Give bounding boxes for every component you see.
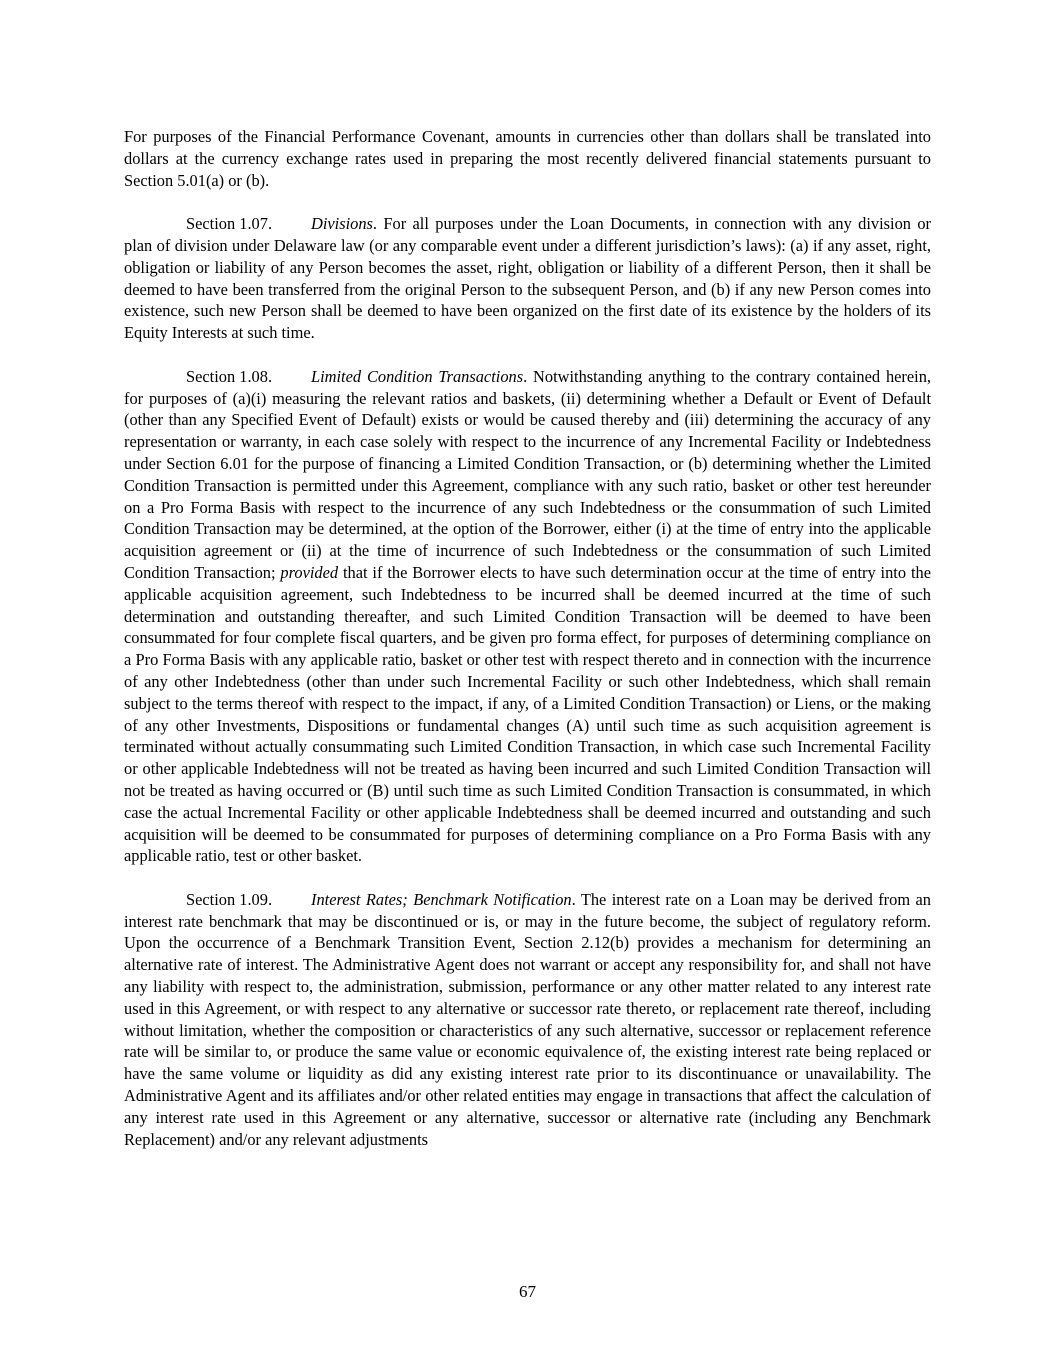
section-title: Interest Rates; Benchmark Notification [311, 889, 572, 909]
section-number: Section 1.09. [186, 889, 273, 909]
section-body: . For all purposes under the Loan Documents, in connection with any division or plan of division under Delaware law (or any comparable event under a different jurisdiction’s laws): (a) if any asset, right, obligation or liability of any Person becomes the asset, right, obligation or liability of a different Person, then it shall be deemed to have been transferred from the original Person to the subsequent Person, and (b) if any new Person comes into existence, such new Person shall be deemed to have been organized on the first date of its existence by the holders of its Equity Interests at such time. [124, 214, 931, 343]
document-page [124, 126, 931, 1172]
section-number: Section 1.08. [186, 366, 273, 386]
section-body-part-a: . Notwithstanding anything to the contrary contained herein, for purposes of (a)(i) measuring the relevant ratios and baskets, (ii) determining whether a Default or Event of Default (other than any Specified Event of Default) exists or would be caused thereby and (iii) determining the accuracy of any representation or warranty, in each case solely with respect to the incurrence of any Incremental Facility or Indebtedness under Section 6.01 for the purpose of financing a Limited Condition Transaction, or (b) determining whether the Limited Condition Transaction is permitted under this Agreement, compliance with any such ratio, basket or other test hereunder on a Pro Forma Basis with respect to the incurrence of any such Indebtedness or the consummation of such Limited Condition Transaction may be determined, at the option of the Borrower, either (i) at the time of entry into the applicable acquisition agreement or (ii) at the time of incurrence of such Indebtedness or the consummation of such Limited Condition Transaction; [124, 366, 931, 582]
section-body-part-b: that if the Borrower elects to have such determination occur at the time of entry into the applicable acquisition agreement, such Indebtedness to be incurred shall be deemed incurred at the time of such determination and outstanding thereafter, and such Limited Condition Transaction will be deemed to have been consummated for four complete fiscal quarters, and be given pro forma effect, for purposes of determining compliance on a Pro Forma Basis with any applicable ratio, basket or other test with respect thereto and in connection with the incurrence of any other Indebtedness (other than under such Incremental Facility or such other Indebtedness, which shall remain subject to the terms thereof with respect to the impact, if any, of a Limited Condition Transaction) or Liens, or the making of any other Investments, Dispositions or fundamental changes (A) until such time as such acquisition agreement is terminated without actually consummating such Limited Condition Transaction, in which case such Incremental Facility or other applicable Indebtedness will not be treated as having been incurred and such Limited Condition Transaction will not be treated as having occurred or (B) until such time as such Limited Condition Transaction is consummated, in which case the actual Incremental Facility or other applicable Indebtedness shall be deemed incurred and outstanding and such acquisition will be deemed to be consummated for purposes of determining compliance on a Pro Forma Basis with any applicable ratio, test or other basket. [124, 562, 931, 866]
section-1-07-divisions [124, 213, 931, 344]
section-1-08-limited-condition-transactions [124, 366, 931, 867]
page-number: 67 [519, 1282, 536, 1301]
section-title: Divisions [311, 214, 373, 234]
italic-term-provided: provided [280, 562, 339, 582]
section-number: Section 1.07. [186, 214, 273, 234]
section-body: . The interest rate on a Loan may be derived from an interest rate benchmark that may be discontinued or is, or may in the future become, the subject of regulatory reform. Upon the occurrence of a Benchmark Transition Event, Section 2.12(b) provides a mechanism for determining an alternative rate of interest. The Administrative Agent does not warrant or accept any responsibility for, and shall not have any liability with respect to, the administration, submission, performance or any other matter related to any interest rate used in this Agreement, or with respect to any alternative or successor rate thereto, or replacement rate thereof, including without limitation, whether the composition or characteristics of any such alternative, successor or replacement reference rate will be similar to, or produce the same value or economic equivalence of, the existing interest rate being replaced or have the same volume or liquidity as did any existing interest rate prior to its discontinuance or unavailability. The Administrative Agent and its affiliates and/or other related entities may engage in transactions that affect the calculation of any interest rate used in this Agreement or any alternative, successor or alternative rate (including any Benchmark Replacement) and/or any relevant adjustments [124, 889, 931, 1149]
paragraph-financial-covenant-currency: For purposes of the Financial Performance Covenant, amounts in currencies other than dollars shall be translated into dollars at the currency exchange rates used in preparing the most recently delivered financial statements pursuant to Section 5.01(a) or (b). [124, 127, 931, 190]
section-1-09-interest-rates [124, 889, 931, 1151]
section-title: Limited Condition Transactions [311, 366, 524, 386]
